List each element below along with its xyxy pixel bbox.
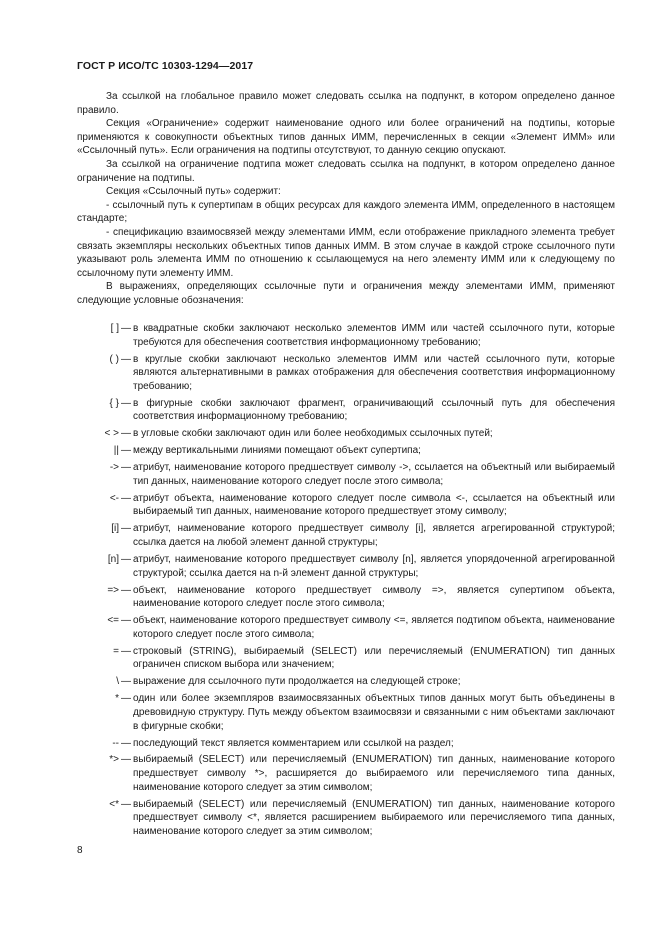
definition-symbol: * (115, 693, 119, 705)
definition-symbol: [n] (107, 554, 119, 566)
list-item: - ссылочный путь к супертипам в общих ресурсах для каждого элемента ИММ, определенного в настоящем стандарте; (77, 199, 615, 225)
definition-item (77, 461, 615, 488)
definition-symbol: ( ) (109, 353, 119, 365)
definition-text: атрибут объекта, наименование которого следует после символа <-, ссылается на объектный или выбираемый тип данных, наименование которого предшествует этому символу; (133, 492, 615, 518)
definition-item (77, 753, 615, 794)
definition-dash: — (121, 584, 131, 596)
definition-dash: — (121, 737, 131, 749)
list-item: - спецификацию взаимосвязей между элементами ИММ, если отображение прикладного элемента требует связать экземпляры нескольких объектных типов данных ИММ. В этом случае в каждой строке ссылочного пути указывают роль элемента ИММ по отношению к ссылающемуся на него элементу ИММ или к следующему по ссылочному пути элементу ИММ. (77, 226, 615, 279)
definition-text: в фигурные скобки заключают фрагмент, ограничивающий ссылочный путь для обеспечения соответствия информационному требованию; (133, 397, 615, 423)
document-header: ГОСТ Р ИСО/ТС 10303-1294—2017 (77, 60, 254, 72)
definition-item (77, 397, 615, 424)
definition-text: атрибут, наименование которого предшествует символу [i], является агрегированной структурой; ссылка дается на любой элемент данной структуры; (133, 523, 615, 549)
definition-dash: — (121, 754, 131, 766)
definition-dash: — (121, 323, 131, 334)
definition-text: последующий текст является комментарием или ссылкой на раздел; (133, 737, 454, 749)
definition-item (77, 444, 615, 458)
definition-dash: — (121, 798, 131, 810)
definition-item (77, 492, 615, 519)
definition-text: атрибут, наименование которого предшествует символу ->, ссылается на объектный или выбираемый тип данных, наименование которого следует после этого символа; (133, 462, 615, 487)
definition-dash: — (121, 445, 131, 457)
definition-item (77, 322, 615, 349)
definition-text: в круглые скобки заключают несколько элементов ИММ или частей ссылочного пути, которые являются альтернативными в рамках отображения для обеспечения соответствия информационному требованию; (133, 353, 615, 392)
definition-text: выбираемый (SELECT) или перечисляемый (ENUMERATION) тип данных, наименование которого предшествует символу *>, расширяется до выбираемого или перечисляемого типа данных, наименование которого следует за этим символом; (133, 754, 615, 793)
definition-dash: — (121, 492, 131, 504)
definition-item (77, 675, 615, 689)
definition-item (77, 737, 615, 751)
definition-item (77, 798, 615, 839)
definition-dash: — (121, 523, 131, 535)
definition-dash: — (121, 693, 131, 705)
definition-text: объект, наименование которого предшествует символу <=, является подтипом объекта, наименование которого следует после этого символа; (133, 615, 615, 640)
definition-dash: — (121, 462, 131, 474)
definition-symbol: -> (109, 462, 119, 474)
definition-text: выражение для ссылочного пути продолжается на следующей строке; (133, 676, 461, 688)
definition-dash: — (121, 353, 131, 365)
definition-text: объект, наименование которого предшествует символу =>, является супертипом объекта, наименование которого следует после этого символа; (133, 584, 615, 610)
paragraph: Секция «Ограничение» содержит наименование одного или более ограничений на подтипы, которые применяются к совокупности объектных типов данных ИММ, перечисленных в секции «Элемент ИММ» или «Ссылочный путь». Если ограничения на подтипы отсутствуют, то данную секцию опускают. (77, 118, 615, 157)
notation-definitions (77, 322, 615, 842)
definition-dash: — (121, 554, 131, 566)
definition-symbol: *> (109, 754, 119, 766)
definition-text: в угловые скобки заключают один или более необходимых ссылочных путей; (133, 428, 493, 440)
paragraph: В выражениях, определяющих ссылочные пути и ограничения между элементами ИММ, применяют следующие условные обозначения: (77, 281, 615, 306)
definition-symbol: [i] (111, 523, 119, 535)
definition-symbol: { } (109, 397, 119, 409)
definition-item (77, 427, 615, 441)
page-number: 8 (77, 845, 83, 856)
definition-dash: — (121, 676, 131, 688)
body-text (77, 90, 615, 308)
definition-symbol: [ ] (110, 323, 119, 334)
definition-symbol: || (113, 445, 119, 457)
definition-symbol: <= (107, 615, 119, 627)
definition-dash: — (121, 645, 131, 657)
definition-item (77, 353, 615, 394)
definition-symbol: = (113, 645, 119, 657)
definition-text: строковый (STRING), выбираемый (SELECT) или перечисляемый (ENUMERATION) тип данных ограничен списком выбора или значением; (133, 645, 615, 671)
definition-dash: — (121, 615, 131, 627)
definition-dash: — (121, 428, 131, 440)
definition-symbol: <- (109, 492, 119, 504)
definition-symbol: -- (112, 737, 119, 749)
definition-item (77, 645, 615, 672)
definition-text: между вертикальными линиями помещают объект супертипа; (133, 445, 421, 457)
definition-text: один или более экземпляров взаимосвязанных объектных типов данных могут быть объединены в древовидную структуру. Путь между объектом взаимосвязи и связанными с ним объектами заключают в фигурные скобки; (133, 693, 615, 732)
paragraph: За ссылкой на ограничение подтипа может следовать ссылка на подпункт, в котором определено данное ограничение на подтипы. (77, 158, 615, 184)
definition-text: выбираемый (SELECT) или перечисляемый (ENUMERATION) тип данных, наименование которого предшествует символу <*, является расширением выбираемого или перечисляемого типа данных, наименование которого следует за этим символом; (133, 798, 615, 837)
definition-symbol: <* (109, 798, 119, 810)
definition-text: в квадратные скобки заключают несколько элементов ИММ или частей ссылочного пути, которые требуются для обеспечения соответствия информационному требованию; (133, 323, 615, 348)
definition-symbol: => (107, 584, 119, 596)
definition-item (77, 553, 615, 580)
definition-text: атрибут, наименование которого предшествует символу [n], является упорядоченной агрегированной структурой; ссылка дается на n-й элемент данной структуры; (133, 554, 615, 579)
definition-dash: — (121, 397, 131, 409)
definition-item (77, 584, 615, 611)
definition-item (77, 522, 615, 549)
definition-item (77, 692, 615, 733)
definition-symbol: \ (116, 676, 119, 688)
definition-item (77, 614, 615, 641)
paragraph: За ссылкой на глобальное правило может следовать ссылка на подпункт, в котором определено данное правило. (77, 91, 615, 116)
paragraph: Секция «Ссылочный путь» содержит: (106, 186, 281, 198)
definition-symbol: < > (104, 428, 119, 440)
